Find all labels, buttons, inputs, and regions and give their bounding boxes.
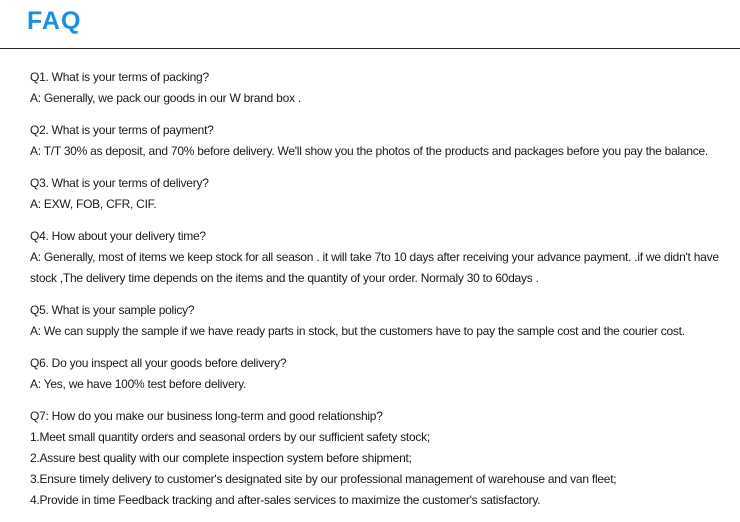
faq-question: Q4. How about your delivery time? — [30, 229, 206, 243]
faq-question: Q6. Do you inspect all your goods before delivery? — [30, 356, 287, 370]
faq-list — [30, 67, 735, 522]
faq-item-2 — [30, 120, 735, 162]
page-title: FAQ — [27, 7, 82, 35]
faq-answer-point: 4.Provide in time Feedback tracking and after-sales services to maximize the customer's satisfactory. — [30, 493, 541, 507]
faq-question: Q1. What is your terms of packing? — [30, 70, 209, 84]
faq-item-7 — [30, 406, 735, 511]
faq-item-4 — [30, 226, 735, 289]
faq-answer: A: We can supply the sample if we have ready parts in stock, but the customers have to pay the sample cost and the courier cost. — [30, 324, 685, 338]
faq-answer-point: 1.Meet small quantity orders and seasonal orders by our sufficient safety stock; — [30, 430, 430, 444]
faq-answer: A: Generally, most of items we keep stock for all season . it will take 7to 10 days after receiving your advance payment. .if we didn't have stock ,The delivery time depends on the items and the quantity of your order. Normaly 30 to 60days . — [30, 250, 719, 285]
faq-answer: A: T/T 30% as deposit, and 70% before delivery. We'll show you the photos of the products and packages before you pay the balance. — [30, 144, 709, 158]
faq-question: Q7: How do you make our business long-term and good relationship? — [30, 409, 383, 423]
faq-answer: A: Yes, we have 100% test before delivery. — [30, 377, 247, 391]
faq-item-3 — [30, 173, 735, 215]
faq-question: Q5. What is your sample policy? — [30, 303, 195, 317]
faq-question: Q3. What is your terms of delivery? — [30, 176, 209, 190]
faq-question: Q2. What is your terms of payment? — [30, 123, 214, 137]
faq-answer: A: Generally, we pack our goods in our W brand box . — [30, 91, 301, 105]
faq-item-6 — [30, 353, 735, 395]
faq-answer-point: 2.Assure best quality with our complete inspection system before shipment; — [30, 451, 412, 465]
header-divider — [0, 48, 740, 49]
faq-answer: A: EXW, FOB, CFR, CIF. — [30, 197, 157, 211]
faq-item-5 — [30, 300, 735, 342]
faq-item-1 — [30, 67, 735, 109]
faq-answer-point: 3.Ensure timely delivery to customer's designated site by our professional management of warehouse and van fleet; — [30, 472, 617, 486]
